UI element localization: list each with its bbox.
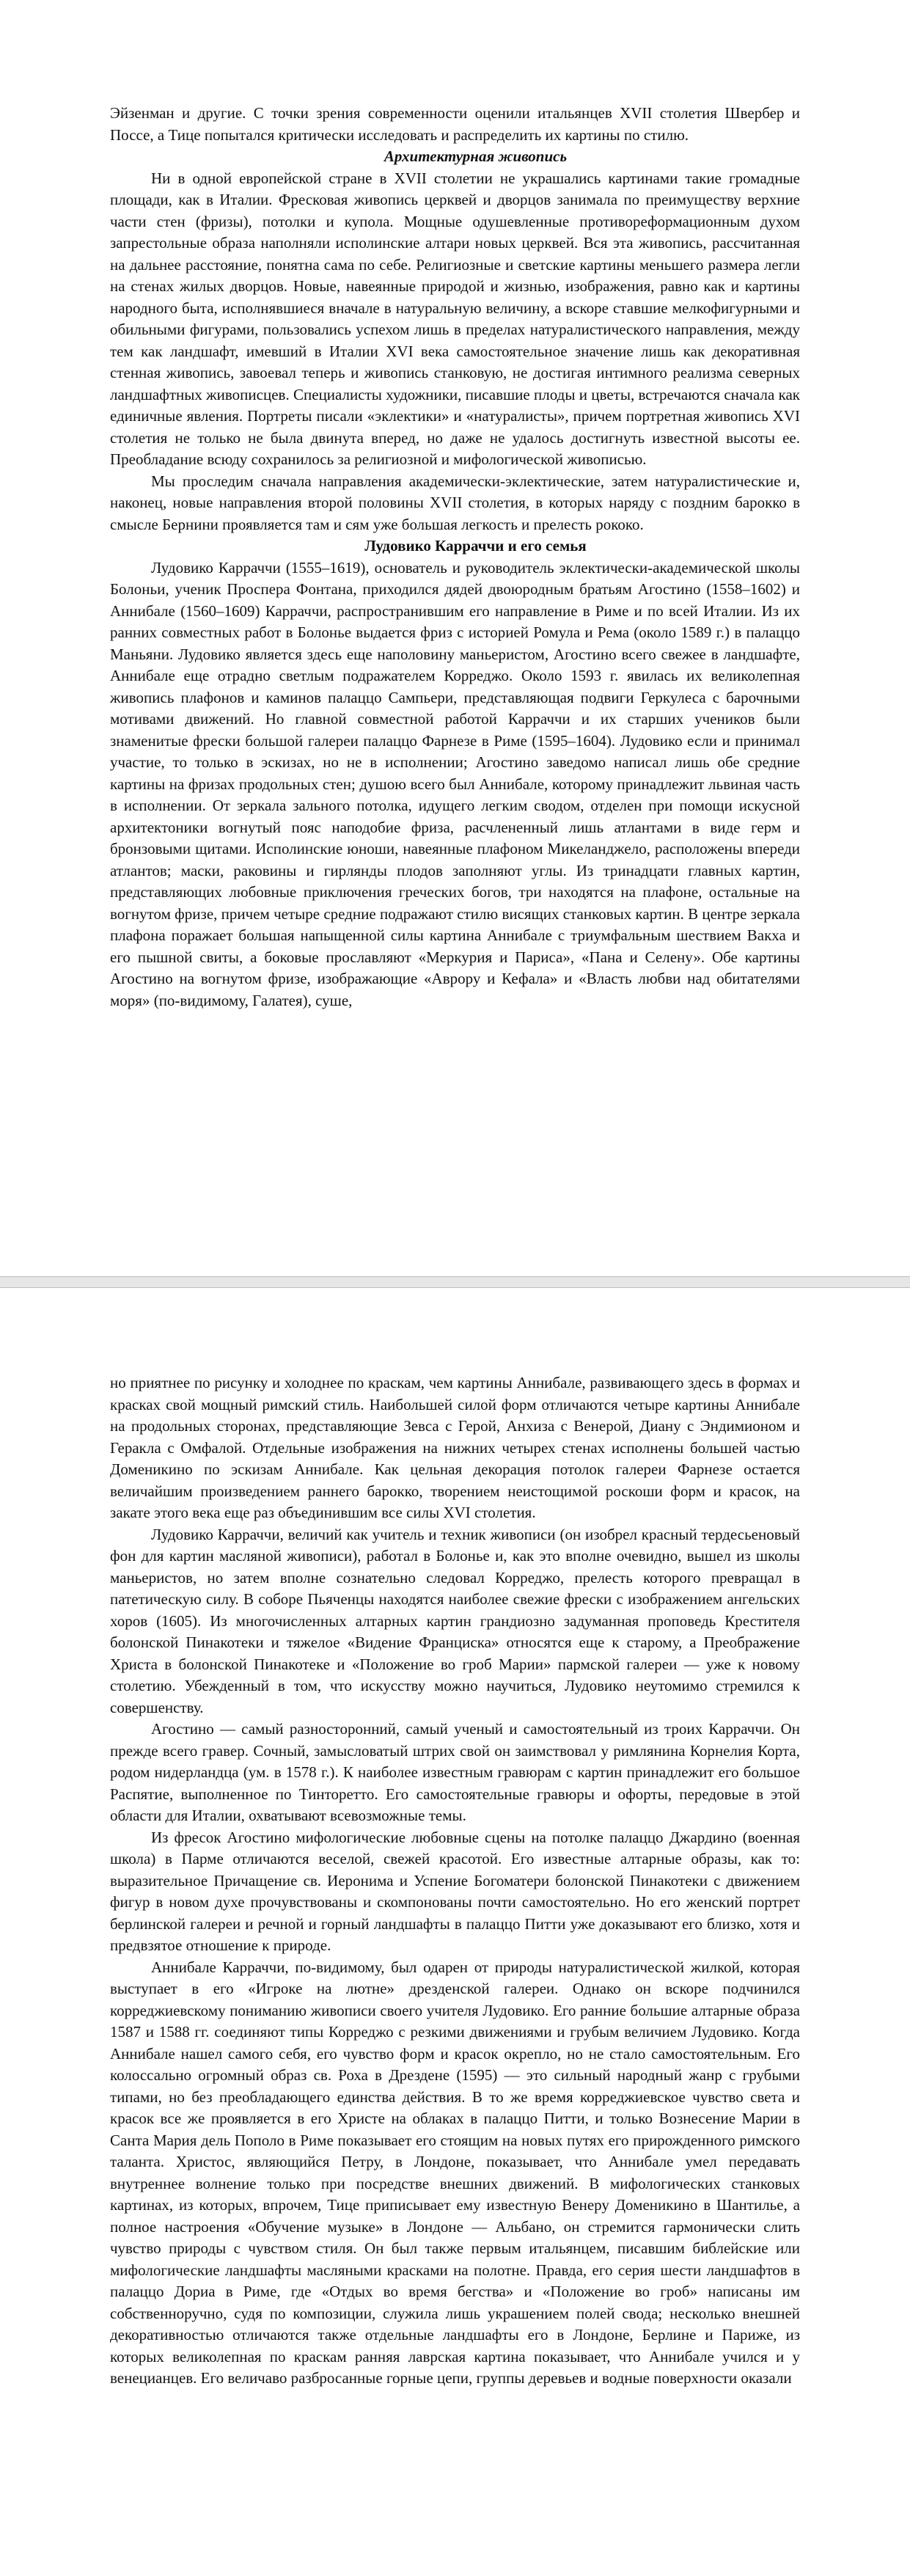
section-heading: Лудовико Карраччи и его семья	[364, 537, 587, 555]
page-2	[0, 1288, 910, 2576]
paragraph: Мы проследим сначала направления академически-эклектические, затем натуралистические и, наконец, новые направления второй половины XVII столетия, в которых наряду с поздним барокко в смысле Бернини проявляется там и сям уже большая легкость и прелесть рококо.	[110, 472, 800, 533]
section-heading: Архитектурная живопись	[384, 147, 568, 165]
page-2-text	[110, 1372, 800, 2390]
paragraph: Из фресок Агостино мифологические любовные сцены на потолке палаццо Джардино (военная школа) в Парме отличаются веселой, свежей красотой. Его известные алтарные образы, как то: выразительное Причащение св. Иеронима и Успение Богоматери болонской Пинакотеки с движением фигур в новом духе прочувствованы и скомпонованы почти самостоятельно. Но его женский портрет берлинской галереи и речной и горный ландшафты в палаццо Питти уже доказывают его близко, хотя и предвзятое отношение к природе.	[110, 1828, 800, 1954]
paragraph: Ни в одной европейской стране в XVII столетии не украшались картинами такие громадные площади, как в Италии. Фресковая живопись церквей и дворцов занимала по преимуществу верхние части стен (фризы), потолки и купола. Мощные одушевленные противореформационным духом запрестольные образа наполняли исполинские алтари новых церквей. Вся эта живопись, рассчитанная на дальнее расстояние, понятна сама по себе. Религиозные и светские картины меньшего размера легли на стенах жилых дворцов. Новые, навеянные природой и жизнью, изображения, равно как и картины народного быта, исполнявшиеся вначале в натуральную величину, а вскоре ставшие мелкофигурными и обильными фигурами, пользовались успехом лишь в пределах натуралистического направления, между тем как ландшафт, имевший в Италии XVI века самостоятельное значение лишь как декоративная стенная живопись, завоевал теперь и живопись станковую, не достигая интимного реализма северных ландшафтных живописцев. Специалисты художники, писавшие плоды и цветы, встречаются сначала как единичные явления. Портреты писали «эклектики» и «натуралисты», причем портретная живопись XVI столетия не только не была двинута вперед, но даже не удалось достигнуть известной высоты ее. Преобладание всюду сохранилось за религиозной и мифологической живописью.	[110, 169, 800, 468]
page-separator	[0, 1276, 910, 1288]
paragraph: Эйзенман и другие. С точки зрения современности оценили итальянцев XVII столетия Швербер и Поссе, а Тице попытался критически исследовать и распределить их картины по стилю.	[110, 104, 800, 144]
paragraph: Аннибале Карраччи, по-видимому, был одарен от природы натуралистической жилкой, которая выступает в его «Игроке на лютне» дрезденской галереи. Однако он вскоре подчинился корреджиевскому пониманию живописи своего учителя Лудовико. Его ранние большие алтарные образа 1587 и 1588 гг. соединяют типы Корреджо с резкими движениями и грубым величием Лудовико. Когда Аннибале нашел самого себя, его чувство форм и красок окрепло, но не стало самостоятельным. Его колоссально огромный образ св. Роха в Дрездене (1595) — это сильный народный жанр с грубыми типами, но без преобладающего единства действия. В то же время корреджиевское чувство света и красок все же проявляется в его Христе на облаках в палаццо Питти, и только Вознесение Марии в Санта Мария дель Пополо в Риме показывает его стоящим на новых путях его прирожденного римского таланта. Христос, являющийся Петру, в Лондоне, показывает, что Аннибале умел передавать внутреннее волнение только при посредстве внешних движений. В мифологических станковых картинах, из которых, впрочем, Тице приписывает ему известную Венеру Доменикино в Шантилье, а полное настроения «Обучение музыке» в Лондоне — Альбано, он стремится гармонически слить чувство природы с чувством стиля. Он был также первым итальянцем, писавшим библейские или мифологические ландшафты масляными красками на полотне. Правда, его серия шести ландшафтов в палаццо Дориа в Риме, где «Отдых во время бегства» и «Положение во гроб» написаны им собственноручно, судя по композиции, служила лишь украшением полей свода; несколько внешней декоративностью отличаются также отдельные ландшафты его в Лондоне, Берлине и Париже, из которых великолепная по краскам ранняя лаврская картина показывает, что Аннибале учился и у венецианцев. Его величаво разбросанные горные цепи, группы деревьев и водные поверхности оказали	[110, 1958, 800, 2387]
page-1	[0, 0, 910, 1276]
paragraph: но приятнее по рисунку и холоднее по краскам, чем картины Аннибале, развивающего здесь в формах и красках свой мощный римский стиль. Наибольшей силой форм отличаются четыре картины Аннибале на продольных сторонах, представляющие Зевса с Герой, Анхиза с Венерой, Диану с Эндимионом и Геракла с Омфалой. Отдельные изображения на нижних четырех стенах исполнены большей частью Доменикино по эскизам Аннибале. Как цельная декорация потолок галереи Фарнезе остается величайшим произведением раннего барокко, творением неистощимой роскоши форм и красок, на закате этого века еще раз объединившим все силы XVI столетия.	[110, 1374, 800, 1521]
paragraph: Агостино — самый разносторонний, самый ученый и самостоятельный из троих Карраччи. Он прежде всего гравер. Сочный, замысловатый штрих свой он заимствовал у римлянина Корнелия Корта, родом нидерландца (ум. в 1578 г.). К наиболее известным гравюрам с картин принадлежит его большое Распятие, выполненное по Тинторетто. Его самостоятельные гравюры и офорты, передовые в этой области для Италии, охватывают всевозможные темы.	[110, 1720, 800, 1824]
page-1-text	[110, 103, 800, 1011]
paragraph: Лудовико Карраччи, величий как учитель и техник живописи (он изобрел красный тердесьеновый фон для картин масляной живописи), работал в Болонье и, как это вполне очевидно, вышел из школы маньеристов, но затем вполне сознательно следовал Корреджо, прелесть которого превращал в патетическую силу. В соборе Пьяченцы находятся наиболее свежие фрески с изображением ангельских хоров (1605). Из многочисленных алтарных картин грандиозно задуманная проповедь Крестителя болонской Пинакотеки и тяжелое «Видение Франциска» относятся еще к старому, а Преображение Христа в болонской Пинакотеке и «Положение во гроб Марии» пармской галереи — уже к новому столетию. Убежденный в том, что искусству можно научиться, Лудовико неутомимо стремился к совершенству.	[110, 1525, 800, 1716]
paragraph: Лудовико Карраччи (1555–1619), основатель и руководитель эклектически-академической школы Болоньи, ученик Проспера Фонтана, приходился дядей двоюродным братьям Агостино (1558–1602) и Аннибале (1560–1609) Карраччи, распространившим его направление в Риме и по всей Италии. Из их ранних совместных работ в Болонье выдается фриз с историей Ромула и Рема (около 1589 г.) в палаццо Маньяни. Лудовико является здесь еще наполовину маньеристом, Агостино всего свежее в ландшафте, Аннибале еще отрадно светлым подражателем Корреджо. Около 1593 г. явилась их великолепная живопись плафонов и каминов палаццо Сампьери, представляющая подвиги Геркулеса с барочными мотивами движений. Но главной совместной работой Карраччи и их старших учеников были знаменитые фрески большой галереи палаццо Фарнезе в Риме (1595–1604). Лудовико если и принимал участие, то только в эскизах, но не в исполнении; Агостино заведомо написал лишь обе средние картины на фризах продольных стен; душою всего был Аннибале, которому принадлежит львиная часть в исполнении. От зеркала зального потолка, идущего легким сводом, отделен при помощи искусной архитектоники вогнутый пояс наподобие фриза, расчлененный лишь атлантами в виде герм и бронзовыми щитами. Исполинские юноши, навеянные плафоном Микеланджело, расположены впереди атлантов; маски, раковины и гирлянды плодов заполняют углы. Из тринадцати главных картин, представляющих любовные приключения греческих богов, три находятся на плафоне, остальные на вогнутом фризе, причем четыре средние подражают стилю висящих станковых картин. В центре зеркала плафона поражает большая напыщенной силы картина Аннибале с триумфальным шествием Вакха и его пышной свиты, а боковые прославляют «Меркурия и Париса», «Пана и Селену». Обе картины Агостино на вогнутом фризе, изображающие «Аврору и Кефала» и «Власть любви над обитателями моря» (по-видимому, Галатея), суше,	[110, 558, 800, 1009]
